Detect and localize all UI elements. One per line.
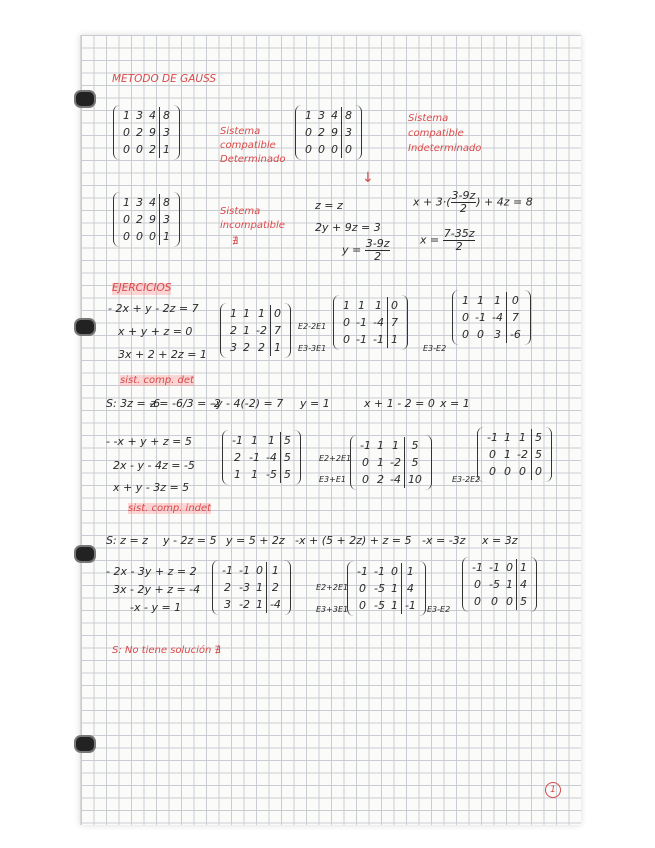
solution-step: -x + (5 + 2z) + z = 5 (295, 534, 412, 547)
label-line: incompatible (220, 220, 285, 231)
solution-step: z = -6/3 = -2 (150, 397, 221, 410)
matrix-cell: 1 (516, 559, 530, 576)
matrix-cell: 0 (473, 578, 481, 591)
matrix-step (350, 435, 432, 490)
section-title-ejercicios: EJERCICIOS (112, 282, 172, 294)
matrix-step (462, 557, 537, 612)
matrix-cell: 10 (404, 471, 425, 488)
matrix-cell: 2 (376, 473, 384, 486)
label-line: Indeterminado (408, 143, 482, 154)
row-operation: E2+2E1 (319, 454, 352, 463)
matrix-cell: 0 (518, 465, 526, 478)
matrix-cell: 0 (505, 595, 513, 608)
matrix-cell: -4 (265, 451, 277, 464)
matrix-cell: 1 (230, 307, 237, 320)
matrix-cell: -1 (357, 565, 368, 578)
matrix-cell: -2 (389, 456, 401, 469)
matrix-cell: -1 (356, 333, 367, 346)
matrix-cell: -1 (248, 451, 260, 464)
equation: - 2x - 3y + z = 2 (106, 565, 197, 578)
row-operation: E3-E2 (423, 344, 447, 353)
matrix-cell: 2 (318, 126, 325, 139)
page-title: METODO DE GAUSS (112, 73, 217, 85)
matrix-cell: -1 (472, 561, 483, 574)
matrix-cell: -1 (360, 439, 371, 452)
matrix-step (220, 303, 291, 358)
matrix-cell: 0 (390, 565, 398, 578)
matrix-cell: 2 (257, 341, 265, 354)
matrix-cell: 0 (358, 599, 366, 612)
matrix-cell: 5 (404, 454, 425, 471)
binder-ring (74, 545, 96, 563)
page-number: 1 (545, 782, 561, 798)
matrix-cell: 0 (473, 595, 481, 608)
matrix-cell: -5 (488, 578, 500, 591)
matrix-cell: 0 (318, 143, 325, 156)
solution-step: y = 5 + 2z (226, 534, 285, 547)
matrix-cell: 1 (255, 581, 263, 594)
matrix-cell: 0 (123, 213, 130, 226)
matrix-cell: 1 (503, 448, 511, 461)
matrix-cell: 1 (123, 109, 130, 122)
matrix-cell: 1 (390, 582, 398, 595)
matrix-step (222, 430, 301, 485)
row-operation: E3+E1 (319, 475, 346, 484)
solution-step: x + 1 - 2 = 0 (364, 397, 435, 410)
matrix-cell: 1 (376, 439, 384, 452)
solution-step: -y - 4(-2) = 7 (212, 397, 284, 410)
equation: - -x + y + z = 5 (106, 435, 192, 448)
matrix-cell: 2 (136, 213, 143, 226)
matrix-cell: 7 (387, 314, 401, 331)
solution-step: S: z = z (106, 534, 148, 547)
matrix-incompatible (113, 192, 180, 247)
solution-step: y - 2z = 5 (163, 534, 217, 547)
matrix-step (333, 295, 408, 350)
label-line: Determinado (220, 154, 286, 165)
matrix-cell: 5 (404, 437, 425, 454)
matrix-cell: 2 (136, 126, 143, 139)
matrix-cell: 0 (490, 595, 498, 608)
matrix-cell: -2 (238, 598, 250, 611)
classification: sist. comp. indet (128, 503, 212, 514)
matrix-cell: 1 (503, 431, 511, 444)
matrix-cell: -6 (506, 326, 524, 343)
matrix-cell: 2 (230, 324, 237, 337)
matrix-cell: 1 (266, 562, 284, 579)
matrix-cell: 0 (506, 292, 524, 309)
matrix-cell: -3 (238, 581, 250, 594)
matrix-cell: 1 (243, 307, 250, 320)
matrix-cell: 4 (516, 576, 530, 593)
matrix-cell: 0 (136, 143, 143, 156)
matrix-step (212, 560, 291, 615)
matrix-cell: 0 (123, 230, 130, 243)
row-operation: E2-2E1 (298, 322, 327, 331)
matrix-cell: -5 (373, 599, 385, 612)
matrix-cell: 0 (361, 456, 369, 469)
matrix-cell: 0 (488, 465, 496, 478)
matrix-cell: -1 (475, 311, 486, 324)
matrix-cell: 1 (505, 578, 513, 591)
matrix-step (452, 290, 531, 345)
matrix-cell: 0 (305, 126, 312, 139)
matrix-cell: 1 (250, 468, 258, 481)
matrix-cell: 1 (243, 324, 250, 337)
matrix-cell: 3 (341, 124, 355, 141)
matrix-cell: 9 (149, 126, 156, 139)
matrix-cell: 5 (280, 466, 294, 483)
matrix-cell: 1 (387, 331, 401, 348)
matrix-cell: 0 (361, 473, 369, 486)
matrix-cell: -4 (372, 316, 384, 329)
label-line: Sistema (220, 126, 261, 137)
matrix-cell: 1 (257, 307, 265, 320)
matrix-cell: 8 (159, 194, 173, 211)
matrix-cell: 1 (401, 563, 419, 580)
matrix-cell: -1 (373, 565, 385, 578)
solution-text: S: No tiene solución ∄ (112, 645, 221, 656)
matrix-cell: 1 (267, 434, 275, 447)
down-arrow-icon: ↓ (362, 170, 374, 186)
binder-ring (74, 735, 96, 753)
matrix-cell: 7 (270, 322, 284, 339)
classification: sist. comp. det (120, 375, 194, 386)
matrix-cell: 0 (331, 143, 338, 156)
matrix-cell: 0 (476, 328, 484, 341)
matrix-cell: 1 (159, 141, 173, 158)
matrix-cell: 1 (255, 598, 263, 611)
solution-step: y = 1 (300, 397, 330, 410)
matrix-cell: 3 (318, 109, 325, 122)
matrix-cell: 3 (159, 211, 173, 228)
matrix-cell: 0 (462, 311, 469, 324)
matrix-cell: 1 (476, 294, 484, 307)
matrix-cell: 0 (462, 328, 469, 341)
equation: -x - y = 1 (130, 601, 182, 614)
matrix-cell: 9 (149, 213, 156, 226)
solution-step: x = 3z (482, 534, 518, 547)
work-line: x + 3·( $\frac{3-9z}{2}$ ) + 4z = 8 (413, 189, 533, 216)
matrix-cell: 3 (493, 328, 501, 341)
matrix-cell: 3 (136, 196, 143, 209)
matrix-cell: -4 (491, 311, 503, 324)
matrix-cell: 4 (331, 109, 338, 122)
matrix-cell: 1 (518, 431, 526, 444)
matrix-cell: -4 (389, 473, 401, 486)
work-line: x = $\frac{7-35z}{2}$ (420, 227, 475, 254)
matrix-cell: 0 (505, 561, 513, 574)
matrix-cell: 1 (233, 468, 241, 481)
matrix-cell: 0 (387, 297, 401, 314)
matrix-cell: 0 (488, 448, 496, 461)
matrix-step (477, 427, 552, 482)
equation: 3x - 2y + z = -4 (113, 583, 201, 596)
work-line: z = z (315, 199, 343, 212)
matrix-cell: 1 (250, 434, 258, 447)
matrix-cell: -1 (487, 431, 498, 444)
matrix-cell: 8 (159, 107, 173, 124)
work-line: 2y + 9z = 3 (315, 221, 381, 234)
solution-step: x = 1 (440, 397, 470, 410)
matrix-compatible-determinado (113, 105, 180, 160)
solution-step: S: 3z = -6 (106, 397, 161, 410)
matrix-cell: 5 (531, 429, 545, 446)
label-line: compatible (408, 128, 464, 139)
matrix-cell: 1 (270, 339, 284, 356)
matrix-cell: 5 (516, 593, 530, 610)
matrix-cell: 1 (493, 294, 501, 307)
row-operation: E3-3E1 (298, 344, 327, 353)
matrix-cell: 4 (149, 196, 156, 209)
equation: 3x + 2 + 2z = 1 (118, 348, 207, 361)
matrix-cell: -1 (401, 597, 419, 614)
matrix-cell: -4 (266, 596, 284, 613)
matrix-cell: -5 (265, 468, 277, 481)
matrix-cell: 2 (149, 143, 156, 156)
matrix-compatible-indeterminado (295, 105, 362, 160)
matrix-cell: 2 (233, 451, 241, 464)
label-line: Sistema (220, 206, 261, 217)
matrix-cell: -1 (372, 333, 384, 346)
matrix-cell: 1 (391, 439, 399, 452)
matrix-cell: -5 (373, 582, 385, 595)
label-line: Sistema (408, 113, 449, 124)
equation: x + y + z = 0 (118, 325, 193, 338)
matrix-cell: 0 (149, 230, 156, 243)
matrix-cell: 3 (223, 598, 231, 611)
matrix-cell: 3 (230, 341, 237, 354)
matrix-cell: 5 (531, 446, 545, 463)
matrix-cell: 2 (243, 341, 250, 354)
matrix-cell: 2 (223, 581, 231, 594)
matrix-cell: 3 (159, 124, 173, 141)
matrix-cell: 0 (255, 564, 263, 577)
matrix-cell: 1 (305, 109, 312, 122)
matrix-cell: 8 (341, 107, 355, 124)
matrix-cell: 0 (305, 143, 312, 156)
matrix-cell: 1 (159, 228, 173, 245)
matrix-cell: 1 (462, 294, 469, 307)
matrix-cell: 4 (401, 580, 419, 597)
row-operation: E3+3E1 (316, 605, 349, 614)
matrix-cell: -2 (516, 448, 528, 461)
matrix-cell: 1 (376, 456, 384, 469)
matrix-cell: 0 (136, 230, 143, 243)
matrix-cell: 0 (341, 141, 355, 158)
matrix-cell: 0 (531, 463, 545, 480)
matrix-cell: 1 (390, 599, 398, 612)
matrix-cell: 3 (136, 109, 143, 122)
matrix-step (347, 561, 426, 616)
matrix-cell: -1 (356, 316, 367, 329)
equation: - 2x + y - 2z = 7 (108, 302, 199, 315)
binder-ring (74, 90, 96, 108)
equation: x + y - 3z = 5 (113, 481, 190, 494)
equation: 2x - y - 4z = -5 (113, 459, 195, 472)
matrix-cell: 0 (343, 333, 350, 346)
row-operation: E3-E2 (427, 605, 451, 614)
matrix-cell: 1 (343, 299, 350, 312)
matrix-cell: 9 (331, 126, 338, 139)
row-operation: E3-2E2 (452, 475, 481, 484)
matrix-cell: -1 (222, 564, 233, 577)
matrix-cell: 0 (270, 305, 284, 322)
matrix-cell: 7 (506, 309, 524, 326)
solution-step: -x = -3z (422, 534, 466, 547)
binder-ring (74, 318, 96, 336)
matrix-cell: 5 (280, 449, 294, 466)
label-line: ∄ (232, 236, 239, 247)
work-line: y = $\frac{3-9z}{2}$ (342, 237, 390, 264)
label-line: compatible (220, 140, 276, 151)
matrix-cell: -1 (238, 564, 250, 577)
matrix-cell: 0 (503, 465, 511, 478)
matrix-cell: 1 (123, 196, 130, 209)
matrix-cell: 0 (123, 126, 130, 139)
matrix-cell: -1 (488, 561, 500, 574)
matrix-cell: -1 (232, 434, 243, 447)
matrix-cell: -2 (256, 324, 267, 337)
matrix-cell: 1 (357, 299, 365, 312)
matrix-cell: 0 (358, 582, 366, 595)
matrix-cell: 5 (280, 432, 294, 449)
matrix-cell: 0 (123, 143, 130, 156)
matrix-cell: 2 (266, 579, 284, 596)
matrix-cell: 0 (343, 316, 350, 329)
row-operation: E2+2E1 (316, 583, 349, 592)
matrix-cell: 4 (149, 109, 156, 122)
matrix-cell: 1 (374, 299, 382, 312)
